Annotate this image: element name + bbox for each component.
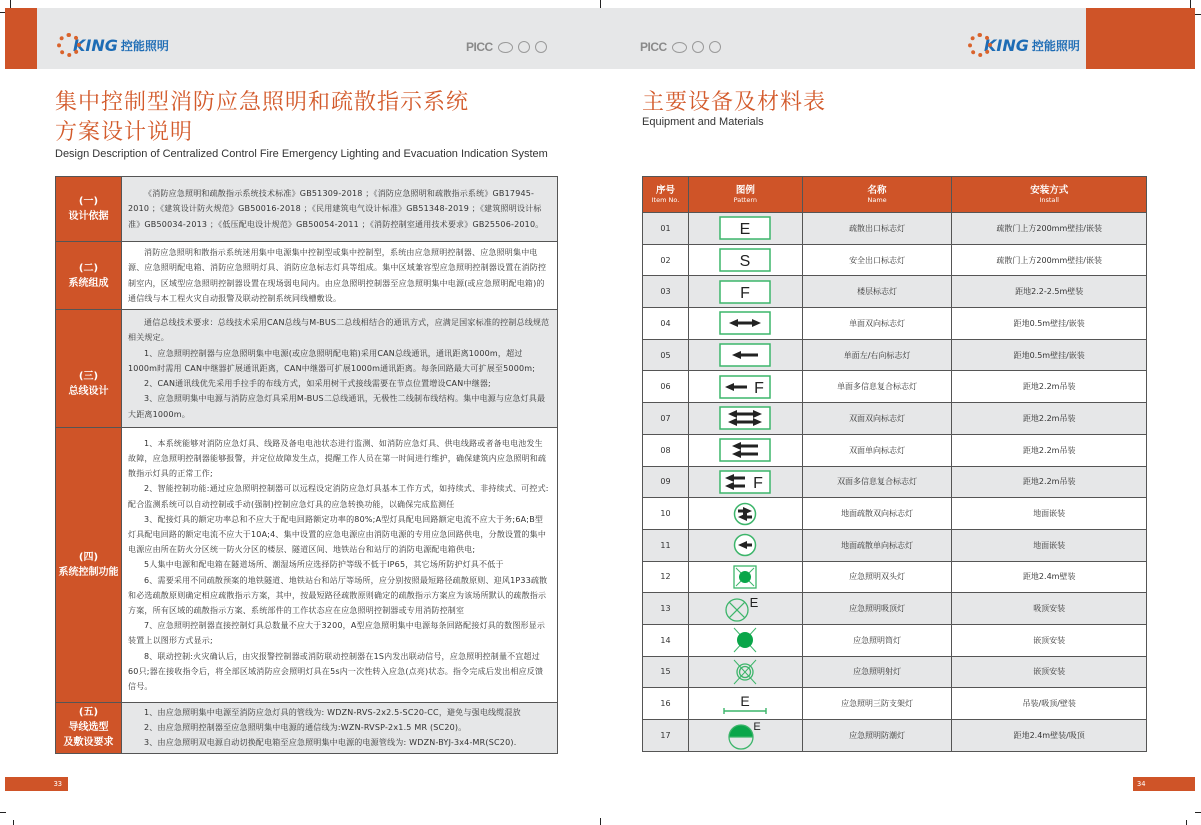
section-row xyxy=(56,310,558,428)
pattern-cell xyxy=(688,403,802,435)
paragraph: 3、配接灯具的额定功率总和不应大于配电回路额定功率的80%;A型灯具配电回路额定电流不应大于务;6A;B型灯具配电回路的额定电流不应大于10A;4、集中设置的应急电源应由消防电源的专用应急回路供电，分散设置的集中电源应由所在防火分区统一防火分区的楼层、隧道区间、地铁站台和站厅的消防电源配电箱供电; xyxy=(128,514,547,555)
item-install: 距地0.5m壁挂/嵌装 xyxy=(952,308,1147,340)
item-number: 02 xyxy=(643,244,689,276)
item-number: 09 xyxy=(643,466,689,498)
table-row xyxy=(643,561,1147,593)
table-row xyxy=(643,213,1147,245)
circle-cross-letter-symbol-icon xyxy=(723,595,767,623)
item-number: 07 xyxy=(643,403,689,435)
section-title: 设计依据 xyxy=(68,211,109,222)
crop-mark xyxy=(0,812,6,813)
item-install: 嵌顶安装 xyxy=(952,624,1147,656)
iso-cert-icon xyxy=(672,42,687,53)
pattern-cell xyxy=(688,593,802,625)
table-row xyxy=(643,624,1147,656)
section-number: (二) xyxy=(78,262,99,274)
item-number: 11 xyxy=(643,529,689,561)
section-title: 系统控制功能 xyxy=(58,567,119,578)
svg-text:E: E xyxy=(739,221,751,239)
item-number: 06 xyxy=(643,371,689,403)
table-row xyxy=(643,720,1147,752)
item-name: 单面双向标志灯 xyxy=(802,308,952,340)
section-title: 系统组成 xyxy=(68,277,109,289)
item-name: 应急照明防潮灯 xyxy=(802,720,952,752)
picc-logo: PICC xyxy=(466,40,493,54)
item-install: 距地2.4m壁装 xyxy=(952,561,1147,593)
svg-text:F: F xyxy=(754,379,765,397)
paragraph: 8、联动控制:火灾确认后，由灾报警控制器或消防联动控制器在1S内发出联动信号，应急照明控制量不宜超过 60只;器在接收指令后，将全部区域消防应会照明灯具在5s内一次性转入应急(点亮)状态。指令完成后发出相应反馈信号。 xyxy=(128,651,544,692)
table-row xyxy=(643,276,1147,308)
table-row xyxy=(643,244,1147,276)
paragraph: 7、应急照明控制器直接控制灯具总数量不应大于3200，A型应急照明集中电源每条回路配接灯具的数图形显示装置上以图形方式显示; xyxy=(128,621,546,646)
item-install: 距地2.2m吊装 xyxy=(952,403,1147,435)
pattern-cell xyxy=(688,213,802,245)
item-name: 楼层标志灯 xyxy=(802,276,952,308)
item-install: 距地0.5m壁挂/嵌装 xyxy=(952,339,1147,371)
pattern-cell xyxy=(688,371,802,403)
table-row xyxy=(643,688,1147,720)
item-name: 安全出口标志灯 xyxy=(802,244,952,276)
circle-bidirectional-symbol-icon xyxy=(733,502,757,526)
section-row xyxy=(56,703,558,754)
item-name: 单面多信息复合标志灯 xyxy=(802,371,952,403)
pattern-cell xyxy=(688,624,802,656)
section-row xyxy=(56,242,558,310)
item-number: 08 xyxy=(643,434,689,466)
crop-mark xyxy=(1190,0,1191,8)
pattern-cell xyxy=(688,656,802,688)
section-content xyxy=(122,428,558,703)
pattern-cell xyxy=(688,244,802,276)
section-title: 总线设计 xyxy=(68,386,109,397)
pattern-cell xyxy=(688,466,802,498)
section-label xyxy=(56,428,122,703)
section-number: (三) xyxy=(78,371,99,382)
item-number: 14 xyxy=(643,624,689,656)
item-name: 疏散出口标志灯 xyxy=(802,213,952,245)
item-install: 距地2.4m壁装/吸顶 xyxy=(952,720,1147,752)
table-row xyxy=(643,466,1147,498)
paragraph: 5人集中电源和配电箱在隧道场所、潮湿场所应选择防护等级不低于IP65，其它场所防护灯具不低于 xyxy=(144,560,504,570)
table-header-row xyxy=(643,177,1147,213)
section-content xyxy=(122,310,558,428)
equipment-table xyxy=(642,176,1147,752)
box-left-arrow-symbol-icon xyxy=(719,343,771,367)
box-two-left-arrows-symbol-icon xyxy=(719,438,771,462)
paragraph: 通信总线技术要求：总线技术采用CAN总线与M-BUS二总线相结合的通讯方式，应满足国家标准的控制总线规范相关规定。 xyxy=(128,318,550,343)
pattern-cell xyxy=(688,720,802,752)
paragraph: 3、应急照明集中电源与消防应急灯具采用M-BUS二总线通讯，无极性二线制布线结构。集中电源与应急灯具最大距离1000m。 xyxy=(128,394,546,419)
crop-mark xyxy=(1195,812,1201,813)
logo-word: KING xyxy=(984,35,1029,55)
picc-logo: PICC xyxy=(640,40,667,54)
item-install: 距地2.2m吊装 xyxy=(952,371,1147,403)
section-label xyxy=(56,703,122,754)
column-header-install: 安装方式 Install xyxy=(952,177,1147,213)
crop-mark xyxy=(600,818,601,825)
item-number: 01 xyxy=(643,213,689,245)
table-row xyxy=(643,529,1147,561)
item-number: 10 xyxy=(643,498,689,530)
table-row xyxy=(643,434,1147,466)
pattern-cell xyxy=(688,529,802,561)
section-label xyxy=(56,177,122,242)
item-install: 疏散门上方200mm壁挂/嵌装 xyxy=(952,213,1147,245)
page-title-line2: 方案设计说明 xyxy=(55,120,194,145)
item-name: 地面疏散双向标志灯 xyxy=(802,498,952,530)
paragraph: 1、本系统能够对消防应急灯具、线路及备电电池状态进行监测、如消防应急灯具、供电线路或者备电电池发生故障，应急照明控制器能够报警，并定位故障发生点，提醒工作人员在第一时间进行维护，确保建筑内应急照明和疏散指示灯具的正常工作; xyxy=(128,438,547,479)
item-install: 嵌顶安装 xyxy=(952,656,1147,688)
crop-mark xyxy=(1186,820,1187,825)
pattern-cell xyxy=(688,434,802,466)
section-row xyxy=(56,177,558,242)
paragraph: 1、应急照明控制器与应急照明集中电源(或应急照明配电箱)采用CAN总线通讯，通讯距离1000m，超过1000m时需用 CAN中继器扩展通讯距离，CAN中继器可扩展1000m通讯距离。每条回路最大可扩展至5000m; xyxy=(128,348,536,373)
table-row xyxy=(643,308,1147,340)
table-row xyxy=(643,371,1147,403)
line-bar-letter-symbol-icon xyxy=(722,691,768,717)
item-install: 地面嵌装 xyxy=(952,498,1147,530)
section-content xyxy=(122,177,558,242)
item-number: 16 xyxy=(643,688,689,720)
item-number: 03 xyxy=(643,276,689,308)
item-number: 05 xyxy=(643,339,689,371)
table-row xyxy=(643,403,1147,435)
ccc-cert-icon xyxy=(518,41,530,53)
box-letter-symbol-icon xyxy=(719,248,771,272)
header-accent-bar xyxy=(5,8,37,69)
table-row xyxy=(643,656,1147,688)
item-name: 应急照明双头灯 xyxy=(802,561,952,593)
item-name: 地面疏散单向标志灯 xyxy=(802,529,952,561)
pattern-cell xyxy=(688,498,802,530)
certification-logos xyxy=(640,40,721,54)
crop-mark xyxy=(1195,14,1201,15)
box-two-double-arrows-symbol-icon xyxy=(719,406,771,430)
brand-logo xyxy=(57,32,169,58)
page-number-text: 33 xyxy=(53,780,62,788)
brand-logo xyxy=(968,32,1080,58)
certification-logos xyxy=(466,40,547,54)
svg-text:E: E xyxy=(753,721,761,734)
item-install: 距地2.2-2.5m壁装 xyxy=(952,276,1147,308)
box-filled-dot-cross-symbol-icon xyxy=(733,565,757,589)
page-title: 主要设备及材料表 xyxy=(642,90,827,115)
crop-mark xyxy=(13,820,14,825)
logo-word: KING xyxy=(73,35,118,55)
section-number: (四) xyxy=(78,552,99,563)
page-number-text: 34 xyxy=(1137,780,1146,788)
item-name: 双面单向标志灯 xyxy=(802,434,952,466)
pattern-cell xyxy=(688,339,802,371)
item-name: 双面多信息复合标志灯 xyxy=(802,466,952,498)
pattern-cell xyxy=(688,561,802,593)
item-name: 单面左/右向标志灯 xyxy=(802,339,952,371)
svg-text:E: E xyxy=(749,594,759,610)
sun-logo-icon xyxy=(57,33,81,57)
section-label xyxy=(56,242,122,310)
page-subtitle: Design Description of Centralized Control Fire Emergency Lighting and Evacuation Indication System xyxy=(55,148,548,160)
item-number: 17 xyxy=(643,720,689,752)
logo-chinese-name: 控能照明 xyxy=(1031,38,1080,53)
paragraph: 2、智能控制功能:通过应急照明控制器可以远程设定消防应急灯具基本工作方式，如持续式、非持续式、可控式:配合监测系统可以自动控制或手动(强制)控制应急灯具的应急转换功能，以确保完成监测任 xyxy=(128,484,549,509)
half-filled-circle-letter-symbol-icon xyxy=(725,720,765,750)
iso-cert-icon xyxy=(498,42,513,53)
item-number: 15 xyxy=(643,656,689,688)
table-row xyxy=(643,498,1147,530)
paragraph: 2、CAN通讯线优先采用手拉手的布线方式，如采用树干式接线需要在节点位置增设CAN中继器; xyxy=(144,379,491,389)
crop-mark xyxy=(10,0,11,8)
item-install: 距地2.2m吊装 xyxy=(952,466,1147,498)
section-content xyxy=(122,242,558,310)
pattern-cell xyxy=(688,276,802,308)
box-two-left-arrows-letter-symbol-icon xyxy=(719,470,771,494)
paragraph: 1、由应急照明集中电源至消防应急灯具的管线为: WDZN-RVS-2x2.5-SC20-CC，避免与强电线缆混放 xyxy=(144,708,521,717)
paragraph: 《消防应急照明和疏散指示系统技术标准》GB51309-2018 ；《消防应急照明和疏散指示系统》GB17945-2010 ；《建筑设计防火规范》GB50016-2018 ；《民用建筑电气设计标准》GB51348-2019 ；《建筑照明设计标准》GB50034-2013 ；《低压配电设计规范》GB50054-2011 ；《消防控制室通用技术要求》GB25506-2010。 xyxy=(128,189,544,229)
svg-text:S: S xyxy=(739,253,751,271)
crop-mark xyxy=(600,0,601,8)
item-name: 双面双向标志灯 xyxy=(802,403,952,435)
fire-cert-icon xyxy=(709,41,721,53)
item-install: 吸顶安装 xyxy=(952,593,1147,625)
paragraph: 消防应急照明和散指示系统迷用集中电源集中控制型或集中控制型，系统由应急照明控制器、应急照明集中电源、应急照明配电箱、消防应急照明灯具、消防应急标志灯具等组成。集中区域兼容型应急照明控制器设置在消防控制室内，区域型应急照明控制器设置在现场弱电间内。由应急照明控制器至应急照明集中电源(或应急照明配电箱)的通信线与本工程火灾自动报警及联动控制系统同线槽敷设。 xyxy=(128,248,547,303)
box-letter-symbol-icon xyxy=(719,280,771,304)
svg-text:F: F xyxy=(740,284,751,302)
item-number: 12 xyxy=(643,561,689,593)
section-content xyxy=(122,703,558,754)
pattern-cell xyxy=(688,308,802,340)
circle-left-arrow-symbol-icon xyxy=(733,533,757,557)
paragraph: 2、由应急照明控制器至应急照明集中电源的通信线为:WZN-RVSP-2x1.5 MR (SC20)。 xyxy=(144,723,467,733)
fire-cert-icon xyxy=(535,41,547,53)
logo-chinese-name: 控能照明 xyxy=(120,38,169,53)
box-letter-symbol-icon xyxy=(719,216,771,240)
item-name: 应急照明三防支架灯 xyxy=(802,688,952,720)
column-header-pattern: 图例 Pattern xyxy=(688,177,802,213)
svg-text:E: E xyxy=(740,692,750,709)
svg-text:F: F xyxy=(753,474,764,492)
item-install: 距地2.2m吊装 xyxy=(952,434,1147,466)
section-row xyxy=(56,428,558,703)
item-number: 13 xyxy=(643,593,689,625)
box-double-arrow-symbol-icon xyxy=(719,311,771,335)
page-number xyxy=(5,777,68,791)
sun-logo-icon xyxy=(968,33,992,57)
section-title: 导线选型 xyxy=(68,722,109,734)
section-number: (五) xyxy=(78,707,99,719)
item-number: 04 xyxy=(643,308,689,340)
item-name: 应急照明筒灯 xyxy=(802,624,952,656)
item-name: 应急照明射灯 xyxy=(802,656,952,688)
filled-dot-cross-symbol-icon xyxy=(732,626,758,654)
table-row xyxy=(643,593,1147,625)
section-title-line2: 及敷设要求 xyxy=(63,737,114,749)
ccc-cert-icon xyxy=(692,41,704,53)
section-number: (一) xyxy=(78,196,99,207)
table-row xyxy=(643,339,1147,371)
column-header-name: 名称 Name xyxy=(802,177,952,213)
section-label xyxy=(56,310,122,428)
item-install: 吊装/吸顶/壁装 xyxy=(952,688,1147,720)
item-name: 应急照明吸顶灯 xyxy=(802,593,952,625)
pattern-cell xyxy=(688,688,802,720)
page-subtitle: Equipment and Materials xyxy=(642,116,764,128)
box-left-arrow-letter-symbol-icon xyxy=(719,375,771,399)
design-description-table xyxy=(55,176,558,754)
item-install: 疏散门上方200mm壁挂/嵌装 xyxy=(952,244,1147,276)
paragraph: 6、需要采用不同疏散预案的地铁隧道、地铁站台和站厅等场所，应分别按照最短路径疏散原则、迎风1P33疏散和必选疏散原则确定相应疏散指示方案，其中，按最短路径疏散原则确定的疏散指示方案应为该场所默认的疏散指示方案，所有区域的疏散指示方案、系统部件的工作状态应在应急照明控制器或专用消防控制室 xyxy=(128,575,548,615)
item-install: 地面嵌装 xyxy=(952,529,1147,561)
page-number xyxy=(1133,777,1195,791)
paragraph: 3、由应急照明双电源自动切换配电箱至应急照明集中电源的电源管线为: WDZN-BYJ-3x4-MR(SC20). xyxy=(144,738,517,748)
double-circle-cross-symbol-icon xyxy=(732,658,758,686)
page-title-line1: 集中控制型消防应急照明和疏散指示系统 xyxy=(55,90,470,115)
header-accent-bar xyxy=(1086,8,1195,69)
column-header-item-no: 序号 Item No. xyxy=(643,177,689,213)
